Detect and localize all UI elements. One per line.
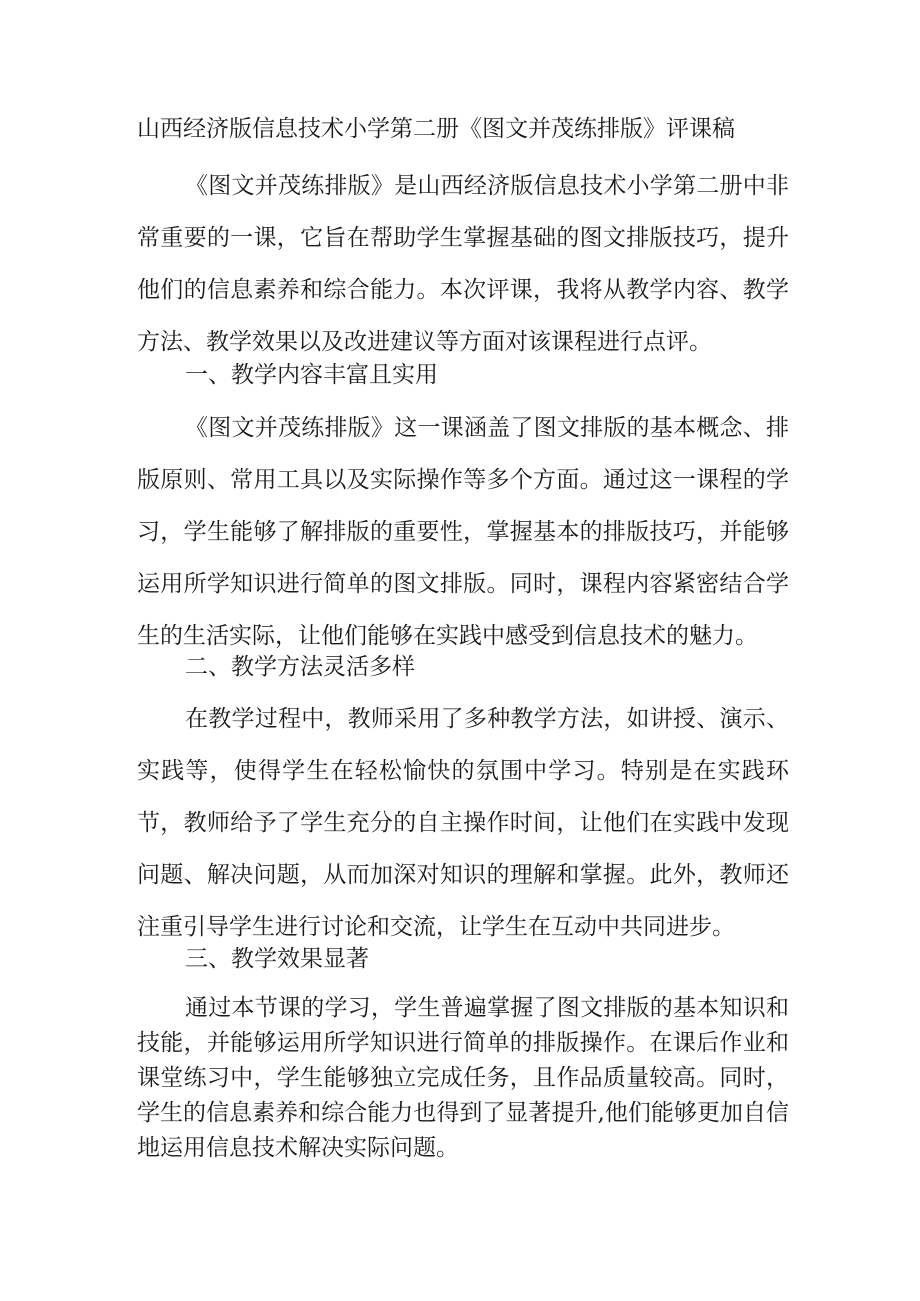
section-body-1: 《图文并茂练排版》这一课涵盖了图文排版的基本概念、排版原则、常用工具以及实际操作等多个方面。通过这一课程的学习，学生能够了解排版的重要性，掌握基本的排版技巧，并能够运用所学知识进行简单的图文排版。同时，课程内容紧密结合学生的生活实际，让他们能够在实践中感受到信息技术的魅力。	[137, 415, 789, 649]
section-heading-3: 三、教学效果显著	[185, 946, 369, 972]
section-body-3: 通过本节课的学习，学生普遍掌握了图文排版的基本知识和技能，并能够运用所学知识进行简单的排版操作。在课后作业和课堂练习中，学生能够独立完成任务，且作品质量较高。同时，学生的信息素养和综合能力也得到了显著提升,他们能够更加自信地运用信息技术解决实际问题。	[137, 995, 789, 1161]
document-title: 山西经济版信息技术小学第二册《图文并茂练排版》评课稿	[137, 116, 735, 142]
section-heading-1: 一、教学内容丰富且实用	[185, 362, 438, 388]
section-heading-2: 二、教学方法灵活多样	[185, 654, 415, 680]
section-body-2: 在教学过程中，教师采用了多种教学方法，如讲授、演示、实践等，使得学生在轻松愉快的氛围中学习。特别是在实践环节，教师给予了学生充分的自主操作时间，让他们在实践中发现问题、解决问题，从而加深对知识的理解和掌握。此外，教师还注重引导学生进行讨论和交流，让学生在互动中共同进步。	[137, 706, 789, 940]
intro-paragraph: 《图文并茂练排版》是山西经济版信息技术小学第二册中非常重要的一课，它旨在帮助学生掌握基础的图文排版技巧，提升他们的信息素养和综合能力。本次评课，我将从教学内容、教学方法、教学效果以及改进建议等方面对该课程进行点评。	[137, 173, 789, 355]
